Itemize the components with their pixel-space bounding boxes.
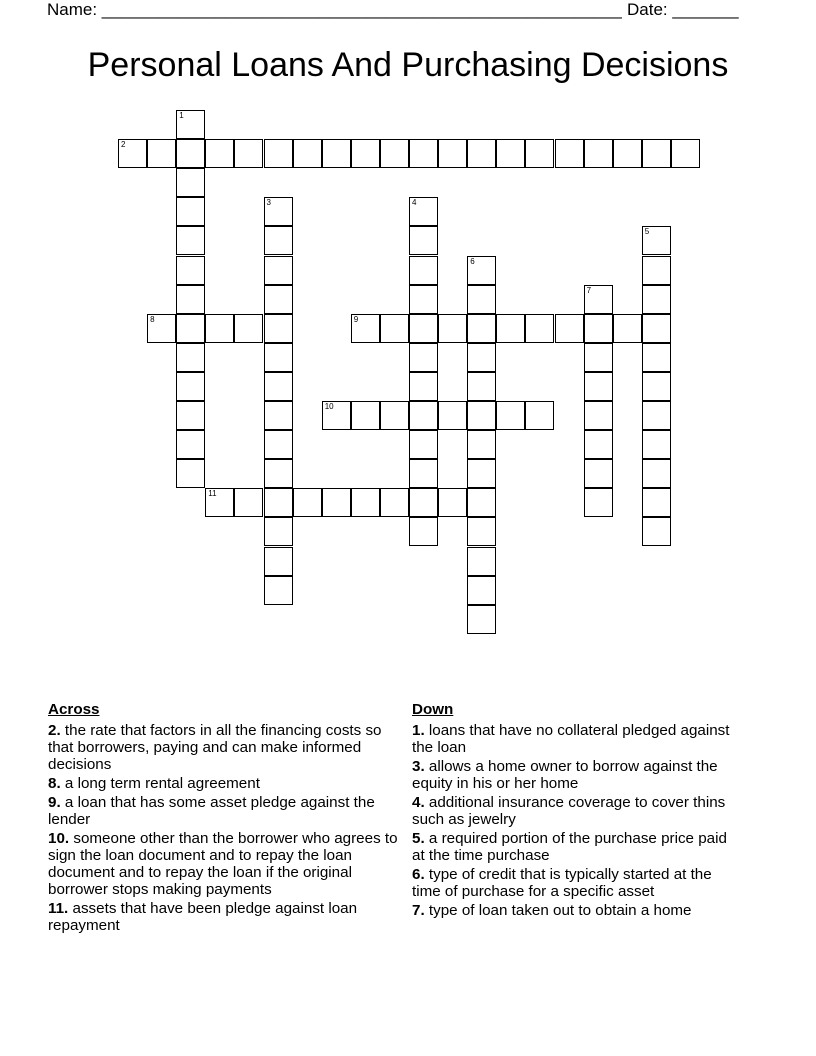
- grid-cell[interactable]: [467, 430, 496, 459]
- grid-cell[interactable]: [642, 256, 671, 285]
- grid-cell[interactable]: [409, 488, 438, 517]
- down-clues: [412, 701, 742, 921]
- clue-text: the rate that factors in all the financing costs so that borrowers, paying and can make informed decisions: [48, 722, 382, 773]
- grid-cell[interactable]: [176, 226, 205, 255]
- grid-cell[interactable]: [264, 401, 293, 430]
- grid-cell[interactable]: [322, 139, 351, 168]
- grid-cell[interactable]: [467, 256, 496, 285]
- grid-cell[interactable]: [409, 401, 438, 430]
- grid-cell[interactable]: [613, 314, 642, 343]
- grid-cell[interactable]: [176, 168, 205, 197]
- grid-cell[interactable]: [380, 314, 409, 343]
- clue-number: 11.: [48, 900, 69, 917]
- clue-text: additional insurance coverage to cover thins such as jewelry: [412, 794, 726, 828]
- grid-cell[interactable]: [351, 401, 380, 430]
- grid-cell[interactable]: [264, 314, 293, 343]
- clue-number: 9.: [48, 794, 61, 811]
- clue-number-label: 7: [586, 285, 592, 295]
- grid-cell[interactable]: [642, 226, 671, 255]
- grid-cell[interactable]: [555, 139, 584, 168]
- clue-number-label: 10: [324, 402, 334, 411]
- clue-number: 2.: [48, 722, 61, 739]
- clue-text: type of credit that is typically started at the time of purchase for a specific asset: [412, 866, 712, 900]
- clue-text: type of loan taken out to obtain a home: [428, 902, 692, 919]
- grid-cell[interactable]: [642, 517, 671, 546]
- grid-cell[interactable]: [409, 343, 438, 372]
- grid-cell[interactable]: [642, 343, 671, 372]
- clue-text: allows a home owner to borrow against the equity in his or her home: [412, 758, 718, 792]
- clue-number: 7.: [412, 902, 425, 919]
- grid-cell[interactable]: [380, 401, 409, 430]
- grid-cell[interactable]: [176, 110, 205, 139]
- clue-number: 1.: [412, 722, 425, 739]
- clue-text: a long term rental agreement: [64, 775, 260, 792]
- grid-cell[interactable]: [264, 139, 293, 168]
- grid-cell[interactable]: [205, 488, 234, 517]
- clue-across-10: [48, 830, 403, 898]
- grid-cell[interactable]: [642, 372, 671, 401]
- clue-number: 8.: [48, 775, 61, 792]
- across-heading: Across: [48, 701, 100, 718]
- grid-cell[interactable]: [467, 576, 496, 605]
- grid-cell[interactable]: [351, 314, 380, 343]
- grid-cell[interactable]: [584, 314, 613, 343]
- grid-cell[interactable]: [264, 430, 293, 459]
- grid-cell[interactable]: [176, 401, 205, 430]
- clue-number-label: 11: [208, 489, 217, 499]
- grid-cell[interactable]: [438, 139, 467, 168]
- grid-cell[interactable]: [467, 372, 496, 401]
- grid-cell[interactable]: [584, 459, 613, 488]
- grid-cell[interactable]: [642, 314, 671, 343]
- clue-across-11: [48, 900, 403, 934]
- grid-cell[interactable]: [409, 256, 438, 285]
- grid-cell[interactable]: [234, 488, 263, 517]
- grid-cell[interactable]: [409, 285, 438, 314]
- grid-cell[interactable]: [584, 285, 613, 314]
- clue-down-7: [412, 902, 742, 919]
- grid-cell[interactable]: [467, 139, 496, 168]
- clue-down-5: [412, 830, 742, 864]
- grid-cell[interactable]: [176, 197, 205, 226]
- grid-cell[interactable]: [118, 139, 147, 168]
- grid-cell[interactable]: [409, 139, 438, 168]
- page-title: Personal Loans And Purchasing Decisions: [87, 46, 729, 84]
- grid-cell[interactable]: [642, 459, 671, 488]
- grid-cell[interactable]: [467, 488, 496, 517]
- grid-cell[interactable]: [380, 488, 409, 517]
- clue-number-label: 8: [150, 314, 155, 324]
- grid-cell[interactable]: [467, 285, 496, 314]
- grid-cell[interactable]: [467, 547, 496, 576]
- clue-down-4: [412, 794, 742, 828]
- grid-cell[interactable]: [525, 314, 554, 343]
- down-heading: Down: [412, 701, 454, 718]
- grid-cell[interactable]: [467, 517, 496, 546]
- grid-cell[interactable]: [613, 139, 642, 168]
- grid-cell[interactable]: [322, 401, 351, 430]
- grid-cell[interactable]: [176, 430, 205, 459]
- grid-cell[interactable]: [409, 430, 438, 459]
- clue-text: a required portion of the purchase price paid at the time purchase: [412, 830, 727, 864]
- grid-cell[interactable]: [642, 430, 671, 459]
- grid-cell[interactable]: [642, 285, 671, 314]
- grid-cell[interactable]: [380, 139, 409, 168]
- clue-number-label: 5: [644, 227, 650, 237]
- clue-number: 4.: [412, 794, 425, 811]
- grid-cell[interactable]: [525, 401, 554, 430]
- clue-number-label: 1: [179, 111, 184, 120]
- clue-number: 6.: [412, 866, 425, 883]
- grid-cell[interactable]: [264, 547, 293, 576]
- grid-cell[interactable]: [584, 343, 613, 372]
- grid-cell[interactable]: [409, 314, 438, 343]
- clue-down-6: [412, 866, 742, 900]
- grid-cell[interactable]: [234, 139, 263, 168]
- clue-across-8: [48, 775, 403, 792]
- clue-number-label: 3: [266, 198, 271, 208]
- grid-cell[interactable]: [351, 139, 380, 168]
- name-field[interactable]: Name: _______________________________________________________: [47, 0, 622, 19]
- grid-cell[interactable]: [264, 343, 293, 372]
- grid-cell[interactable]: [176, 256, 205, 285]
- grid-cell[interactable]: [147, 314, 176, 343]
- grid-cell[interactable]: [584, 139, 613, 168]
- grid-cell[interactable]: [264, 488, 293, 517]
- grid-cell[interactable]: [293, 488, 322, 517]
- grid-cell[interactable]: [555, 314, 584, 343]
- grid-cell[interactable]: [467, 459, 496, 488]
- grid-cell[interactable]: [205, 139, 234, 168]
- grid-cell[interactable]: [205, 314, 234, 343]
- grid-cell[interactable]: [293, 139, 322, 168]
- grid-cell[interactable]: [176, 314, 205, 343]
- grid-cell[interactable]: [176, 459, 205, 488]
- grid-cell[interactable]: [409, 517, 438, 546]
- clue-down-1: [412, 722, 742, 756]
- grid-cell[interactable]: [264, 372, 293, 401]
- grid-cell[interactable]: [584, 401, 613, 430]
- grid-cell[interactable]: [584, 488, 613, 517]
- clue-text: loans that have no collateral pledged against the loan: [412, 722, 730, 756]
- clue-number: 3.: [412, 758, 425, 775]
- grid-cell[interactable]: [264, 256, 293, 285]
- grid-cell[interactable]: [409, 226, 438, 255]
- grid-cell[interactable]: [264, 459, 293, 488]
- grid-cell[interactable]: [496, 401, 525, 430]
- clue-number-label: 2: [121, 140, 126, 150]
- date-field[interactable]: Date: _______: [627, 0, 739, 19]
- clue-text: a loan that has some asset pledge against the lender: [48, 794, 375, 828]
- grid-cell[interactable]: [525, 139, 554, 168]
- grid-cell[interactable]: [496, 139, 525, 168]
- grid-cell[interactable]: [147, 139, 176, 168]
- grid-cell[interactable]: [409, 197, 438, 226]
- clue-across-9: [48, 794, 403, 828]
- grid-cell[interactable]: [438, 314, 467, 343]
- grid-cell[interactable]: [496, 314, 525, 343]
- grid-cell[interactable]: [467, 314, 496, 343]
- grid-cell[interactable]: [176, 372, 205, 401]
- grid-cell[interactable]: [467, 401, 496, 430]
- clue-text: assets that have been pledge against loan repayment: [48, 900, 358, 934]
- grid-cell[interactable]: [642, 488, 671, 517]
- clue-number: 5.: [412, 830, 425, 847]
- grid-cell[interactable]: [467, 343, 496, 372]
- grid-cell[interactable]: [264, 576, 293, 605]
- clue-down-3: [412, 758, 742, 792]
- grid-cell[interactable]: [176, 343, 205, 372]
- grid-cell[interactable]: [264, 197, 293, 226]
- grid-cell[interactable]: [234, 314, 263, 343]
- clue-number-label: 6: [470, 256, 475, 266]
- grid-cell[interactable]: [176, 139, 205, 168]
- clue-text: someone other than the borrower who agrees to sign the loan document and to repay the loan document and to repay the loan if the original borrower stops making payments: [48, 830, 398, 898]
- grid-cell[interactable]: [409, 459, 438, 488]
- grid-cell[interactable]: [351, 488, 380, 517]
- grid-cell[interactable]: [438, 488, 467, 517]
- across-clues: [48, 701, 403, 936]
- grid-cell[interactable]: [409, 372, 438, 401]
- grid-cell[interactable]: [176, 285, 205, 314]
- grid-cell[interactable]: [438, 401, 467, 430]
- clue-across-2: [48, 722, 403, 773]
- grid-cell[interactable]: [671, 139, 700, 168]
- grid-cell[interactable]: [584, 430, 613, 459]
- grid-cell[interactable]: [264, 226, 293, 255]
- clue-number-label: 9: [353, 314, 359, 324]
- grid-cell[interactable]: [264, 517, 293, 546]
- grid-cell[interactable]: [584, 372, 613, 401]
- grid-cell[interactable]: [642, 139, 671, 168]
- grid-cell[interactable]: [642, 401, 671, 430]
- grid-cell[interactable]: [264, 285, 293, 314]
- grid-cell[interactable]: [322, 488, 351, 517]
- clue-number-label: 4: [412, 198, 417, 208]
- clue-number: 10.: [48, 830, 70, 847]
- grid-cell[interactable]: [467, 605, 496, 634]
